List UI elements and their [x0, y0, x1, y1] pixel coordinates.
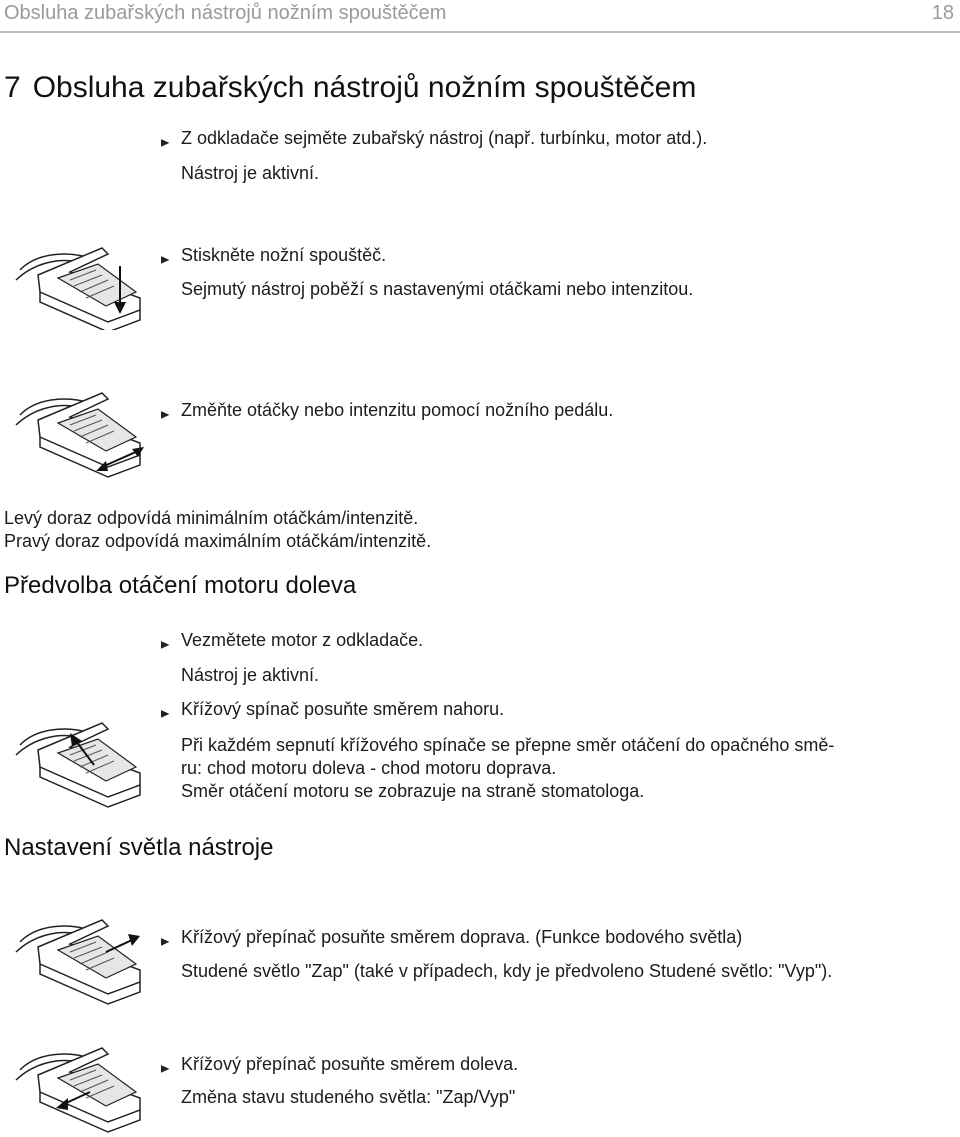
left-stop-note: Levý doraz odpovídá minimálním otáčkám/intenzitě.: [4, 508, 419, 528]
foot-pedal-press-icon: [10, 240, 150, 330]
foot-pedal-switch-left-icon: [10, 1040, 150, 1135]
step-switch-right-result: Studené světlo "Zap" (také v případech, kdy je předvoleno Studené světlo: "Vyp").: [181, 961, 833, 981]
reverse-note-line-1: Při každém sepnutí křížového spínače se přepne směr otáčení do opačného smě-: [181, 735, 835, 755]
step-switch-left: ▶ Křížový přepínač posuňte směrem doleva.: [181, 1052, 518, 1076]
step-remove-tool-result: Nástroj je aktivní.: [181, 163, 320, 183]
reverse-note-line-3: Směr otáčení motoru se zobrazuje na straně stomatologa.: [181, 781, 645, 801]
step-switch-left-result: Změna stavu studeného světla: "Zap/Vyp": [181, 1087, 516, 1107]
section-heading-light: Nastavení světla nástroje: [4, 834, 274, 861]
step-press-pedal-result: Sejmutý nástroj poběží s nastavenými otáčkami nebo intenzitou.: [181, 279, 694, 299]
step-take-motor: ▶ Vezmětete motor z odkladače.: [181, 628, 423, 652]
chapter-number: 7: [4, 71, 21, 104]
step-remove-tool: ▶ Z odkladače sejměte zubařský nástroj (např. turbínku, motor atd.).: [181, 126, 707, 150]
step-press-pedal: ▶ Stiskněte nožní spouštěč.: [181, 243, 386, 267]
foot-pedal-switch-right-icon: [10, 912, 150, 1007]
step-switch-right: ▶ Křížový přepínač posuňte směrem doprava. (Funkce bodového světla): [181, 925, 742, 949]
step-take-motor-result: Nástroj je aktivní.: [181, 665, 320, 685]
page-number: 18: [931, 2, 954, 24]
step-change-speed: ▶ Změňte otáčky nebo intenzitu pomocí nožního pedálu.: [181, 398, 613, 422]
step-switch-up: ▶ Křížový spínač posuňte směrem nahoru.: [181, 697, 504, 721]
running-header-title: Obsluha zubařských nástrojů nožním spouštěčem: [4, 2, 447, 24]
header-divider: [0, 31, 960, 33]
chapter-heading: [4, 71, 696, 105]
foot-pedal-slide-icon: [10, 385, 150, 480]
section-heading-reverse: Předvolba otáčení motoru doleva: [4, 572, 357, 599]
foot-pedal-switch-up-icon: [10, 715, 150, 810]
chapter-title: Obsluha zubařských nástrojů nožním spouštěčem: [32, 71, 697, 104]
reverse-note-line-2: ru: chod motoru doleva - chod motoru doprava.: [181, 758, 557, 778]
right-stop-note: Pravý doraz odpovídá maximálním otáčkám/intenzitě.: [4, 531, 432, 551]
